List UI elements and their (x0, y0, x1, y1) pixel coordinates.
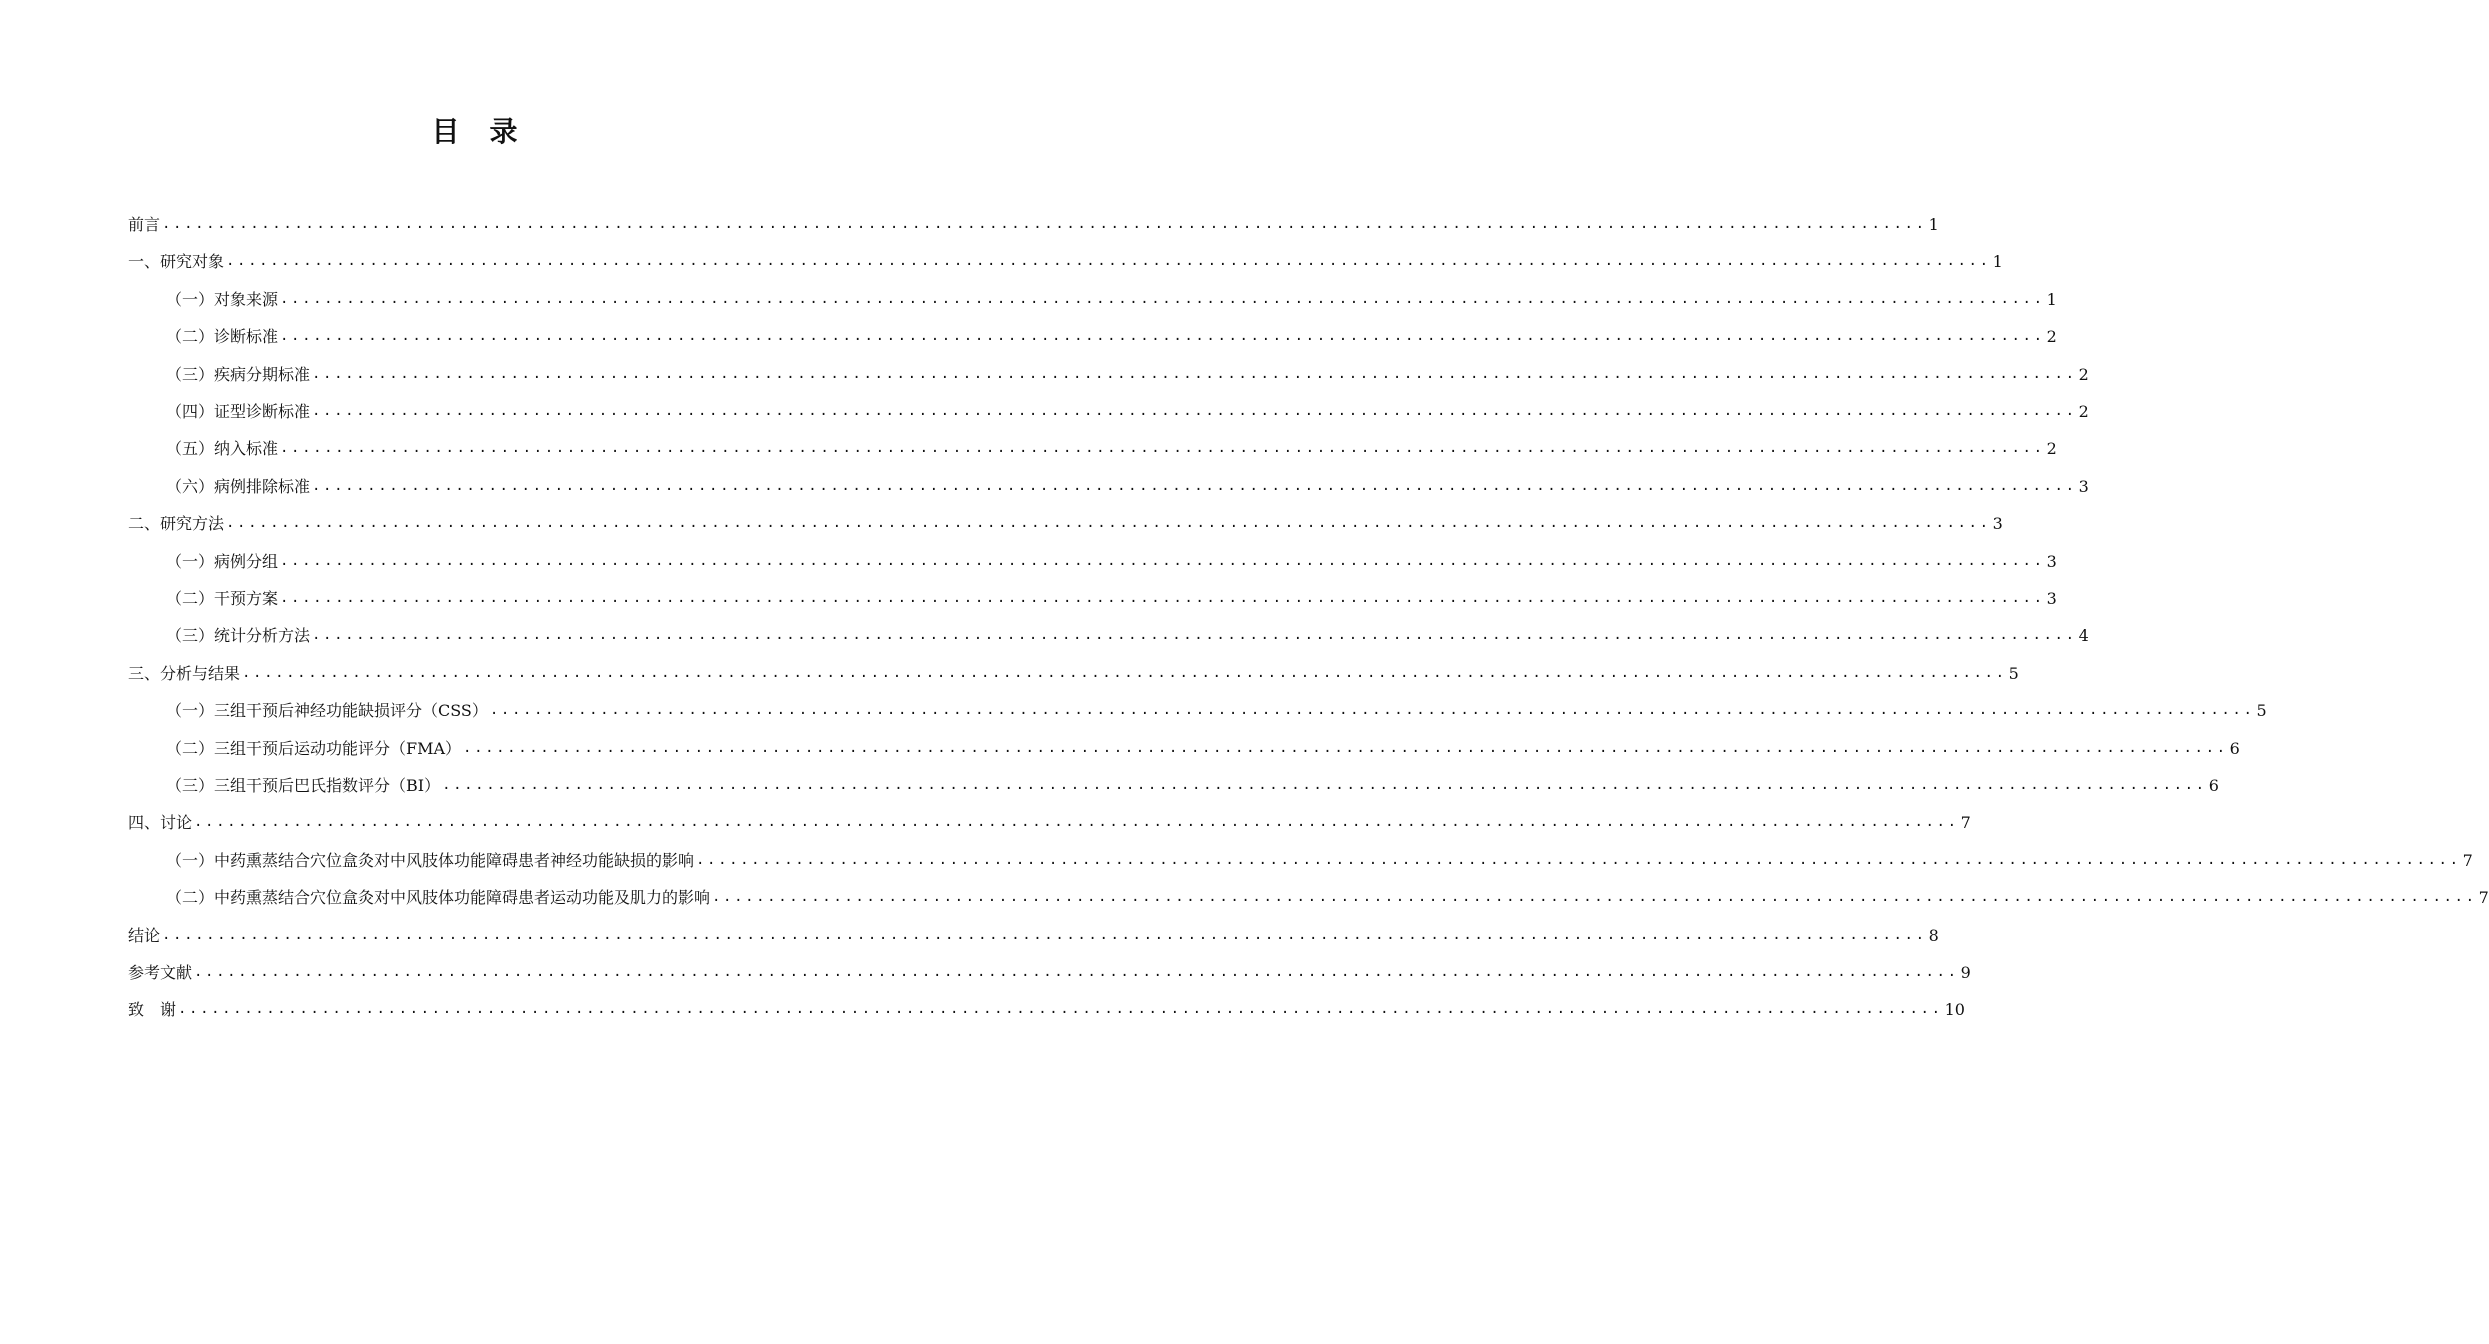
toc-leader-dots: ................................................................................................................................................................ (280, 552, 2045, 569)
toc-entry[interactable] (166, 692, 2267, 729)
toc-leader-dots: ................................................................................................................................................................ (242, 664, 2007, 681)
toc-entry-label: （六）病例排除标准 (166, 476, 311, 496)
toc-entry[interactable] (166, 842, 2473, 879)
toc-leader-dots: ................................................................................................................................................................ (696, 851, 2461, 868)
toc-page-number: 4 (2078, 626, 2089, 646)
toc-entry-label: （一）中药熏蒸结合穴位盒灸对中风肢体功能障碍患者神经功能缺损的影响 (166, 850, 695, 870)
toc-entry[interactable] (166, 879, 2489, 916)
toc-leader-dots: ................................................................................................................................................................ (312, 365, 2077, 382)
page-title (0, 112, 950, 152)
toc-entry[interactable] (166, 393, 2089, 430)
toc-entry-label: （五）纳入标准 (166, 439, 279, 459)
toc-leader-dots: ................................................................................................................................................................ (712, 889, 2477, 906)
toc-page-number: 1 (1928, 215, 1939, 234)
toc-leader-dots: ................................................................................................................................................................ (312, 403, 2077, 419)
toc-leader-dots: ................................................................................................................................................................ (280, 590, 2045, 606)
toc-entry[interactable] (166, 318, 2057, 355)
toc-entry[interactable] (128, 243, 2003, 280)
toc-page-number: 5 (2008, 663, 2019, 683)
toc-page-number: 1 (2046, 289, 2057, 309)
toc-leader-dots: ................................................................................................................................................................ (280, 328, 2045, 345)
toc-page-number: 5 (2256, 701, 2267, 721)
toc-entry[interactable] (166, 580, 2057, 617)
toc-leader-dots: ................................................................................................................................................................ (162, 216, 1927, 232)
toc-entry-label: （三）三组干预后巴氏指数评分（BI） (166, 776, 441, 795)
toc-entry[interactable] (166, 730, 2240, 767)
toc-entry-label: （二）三组干预后运动功能评分（FMA） (166, 738, 462, 758)
toc-entry-label: 二、研究方法 (128, 514, 225, 534)
toc-entry-label: （一）对象来源 (166, 289, 279, 309)
toc-entry[interactable] (128, 505, 2003, 542)
toc-entry-label: 参考文献 (128, 963, 193, 982)
toc-entry-label: 一、研究对象 (128, 252, 225, 272)
toc-leader-dots: ................................................................................................................................................................ (312, 477, 2077, 494)
toc-page-number: 6 (2208, 776, 2219, 795)
toc-entry-label: （二）干预方案 (166, 589, 279, 608)
toc-leader-dots: ................................................................................................................................................................ (178, 1001, 1943, 1018)
toc-entry[interactable] (128, 804, 1971, 841)
toc-entry[interactable] (128, 206, 1939, 243)
toc-leader-dots: ................................................................................................................................................................ (280, 440, 2045, 457)
toc-entry-label: （三）疾病分期标准 (166, 364, 311, 384)
toc-page-number: 2 (2046, 439, 2057, 459)
toc-leader-dots: ................................................................................................................................................................ (226, 253, 1991, 270)
toc-page-number: 2 (2046, 327, 2057, 347)
toc-entry[interactable] (128, 655, 2019, 692)
toc-entry[interactable] (166, 617, 2089, 654)
toc-entry-label: （三）统计分析方法 (166, 626, 311, 646)
toc-page-number: 1 (1992, 252, 2003, 272)
toc-entry[interactable] (128, 917, 1939, 954)
toc-page-number: 3 (2078, 476, 2089, 496)
toc-entry[interactable] (166, 430, 2057, 467)
toc-entry[interactable] (166, 281, 2057, 318)
toc-entry-label: （四）证型诊断标准 (166, 402, 311, 421)
toc-leader-dots: ................................................................................................................................................................ (489, 702, 2255, 719)
toc-entry[interactable] (128, 954, 1971, 991)
toc-entry-label: 结论 (128, 925, 161, 945)
toc-page-number: 3 (1992, 514, 2003, 534)
toc-page-number: 3 (2046, 589, 2057, 608)
toc-entry-label: （二）中药熏蒸结合穴位盒灸对中风肢体功能障碍患者运动功能及肌力的影响 (166, 888, 711, 908)
toc-entry-label: 前言 (128, 215, 161, 234)
toc-entry[interactable] (166, 468, 2089, 505)
toc-leader-dots: ................................................................................................................................................................ (312, 627, 2077, 644)
toc-entry-label: （一）病例分组 (166, 551, 279, 571)
toc-page-number: 10 (1944, 1000, 1965, 1020)
toc-entry[interactable] (166, 767, 2219, 804)
toc-leader-dots: ................................................................................................................................................................ (442, 777, 2207, 793)
toc-leader-dots: ................................................................................................................................................................ (162, 926, 1927, 943)
toc-entry[interactable] (128, 991, 1965, 1028)
toc-entry-label: （二）诊断标准 (166, 327, 279, 347)
toc-entry-label: （一）三组干预后神经功能缺损评分（CSS） (166, 701, 488, 721)
toc-leader-dots: ................................................................................................................................................................ (226, 515, 1991, 532)
toc-page-number: 7 (2478, 888, 2489, 908)
toc-entry[interactable] (166, 543, 2057, 580)
page-title-text: 目 录 (431, 115, 519, 148)
toc-leader-dots: ................................................................................................................................................................ (280, 290, 2045, 307)
toc-entry-label: 致 谢 (128, 1000, 177, 1020)
toc-entry-label: 三、分析与结果 (128, 663, 241, 683)
toc-entry[interactable] (166, 356, 2089, 393)
toc-leader-dots: ................................................................................................................................................................ (463, 739, 2228, 756)
toc-page-number: 3 (2046, 551, 2057, 571)
toc-page-number: 2 (2078, 364, 2089, 384)
toc-page-number: 2 (2078, 402, 2089, 421)
toc-page-number: 7 (2462, 850, 2473, 870)
toc-page-number: 9 (1960, 963, 1971, 982)
toc-page-number: 6 (2229, 738, 2240, 758)
toc-leader-dots: ................................................................................................................................................................ (194, 964, 1959, 980)
toc-page-number: 8 (1928, 925, 1939, 945)
toc-entry-label: 四、讨论 (128, 813, 193, 833)
toc-leader-dots: ................................................................................................................................................................ (194, 814, 1959, 831)
toc-page-number: 7 (1960, 813, 1971, 833)
